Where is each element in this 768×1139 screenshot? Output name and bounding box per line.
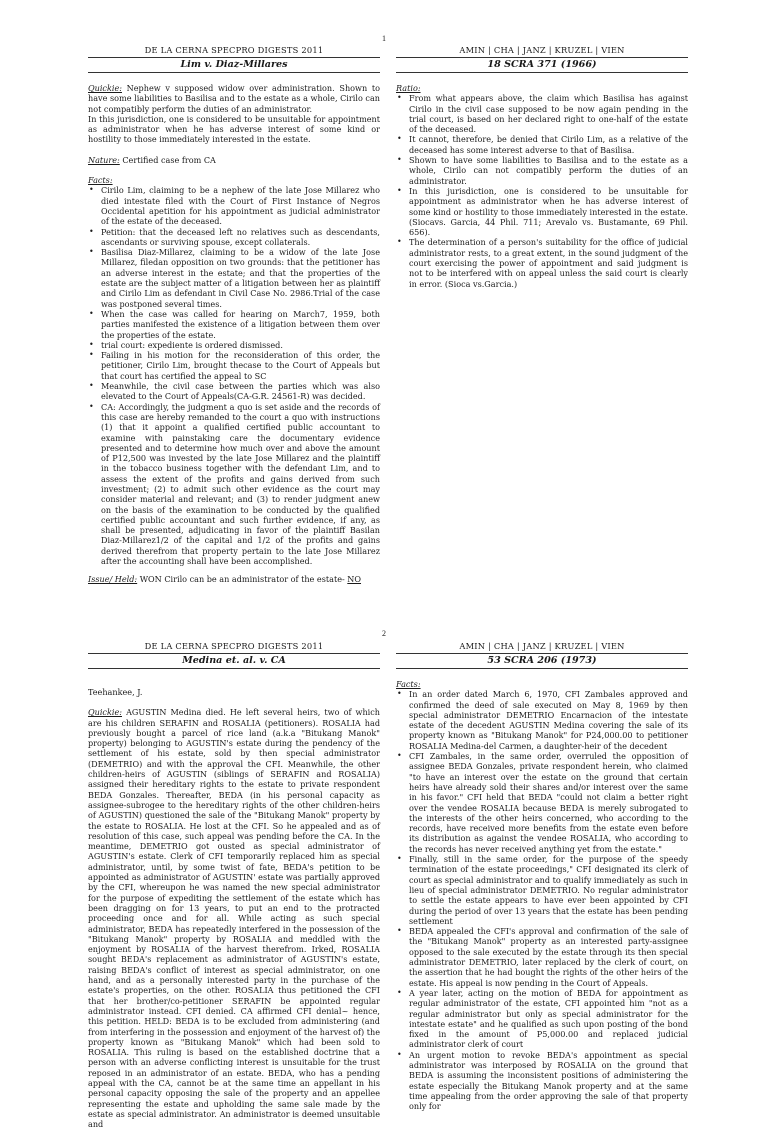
list-item: • When the case was called for hearing on March7, 1959, both parties manifested the existence of a litigation between them over the properties of the estate. [101,309,380,340]
authors-header: AMIN | CHA | JANZ | KRUZEL | VIEN [459,45,625,55]
issue-text: WON Cirilo can be an administrator of the estate- [137,574,348,585]
list-item: • The determination of a person's suitability for the office of judicial administrator rests, to a great extent, in the sound judgment of the court exercising the power of appointment and said judgment is not to be interfered with on appeal unless the said court is clearly in error. (Sioca vs.Garcia.) [409,237,688,288]
page-number: 1 [382,34,386,43]
quickie-text: Nephew v supposed widow over administration. Shown to have some liabilities to Basilisa and to the estate as a whole, Cirilo can not compatibly perform the duties of an administrator. [88,83,380,114]
digest-header: DE LA CERNA SPECPRO DIGESTS 2011 [144,45,324,55]
facts-label: Facts: [396,679,421,689]
list-item: • Meanwhile, the civil case between the parties which was also elevated to the Court of Appeals(CA-G.R. 24561-R) was decided. [101,381,380,402]
quickie-label: Quickie: [88,83,122,93]
list-item: • An urgent motion to revoke BEDA's appointment as special administrator was interposed by ROSALIA on the ground that BEDA is assuming the inconsistent positions of administering the estate especially the Bitukang Manok property and at the same time appealing from the order approving the sale of that property only for [409,1050,688,1112]
ratio-list [396,93,688,289]
list-item: • trial court: expediente is ordered dismissed. [101,340,380,350]
authors-header: AMIN | CHA | JANZ | KRUZEL | VIEN [459,641,625,651]
list-item: • It cannot, therefore, be denied that Cirilo Lim, as a relative of the deceased has some interest adverse to that of Basilisa. [409,134,688,155]
page-number: 2 [382,629,386,638]
facts-label: Facts: [88,175,113,186]
case-citation: 18 SCRA 371 (1966) [396,57,688,73]
quickie-label: Quickie: [88,707,122,718]
list-item: • A year later, acting on the motion of BEDA for appointment as regular administrator of the estate, CFI appointed him "not as a regular administrator but only as special administrator for the intestate estate" and he qualified as such upon posting of the bond fixed in the amount of P5,000.00 and replaced judicial administrator clerk of court [409,988,688,1050]
page-2-right-column [396,640,688,1119]
issue-answer: NO [347,574,362,585]
list-item: • In this jurisdiction, one is considered to be unsuitable for appointment as administrator when he has adverse interest of some kind or hostility to those immediately interested in the estate. (Siocavs. Garcia, 44 Phil. 711; Arevalo vs. Bustamante, 69 Phil. 656). [409,186,688,237]
list-item: • Basilisa Diaz-Millarez, claiming to be a widow of the late Jose Millarez, filedan opposition on two grounds: that the petitioner has an adverse interest in the estate; and that the properties of the estate are the subject matter of a litigation between her as plaintiff and Cirilo Lim as defendant in Civil Case No. 2986.Trial of the case was postponed several times. [101,247,380,309]
case-title: Medina et. al. v. CA [88,653,380,669]
issue-paragraph [88,574,380,584]
quickie-text: AGUSTIN Medina died. He left several heirs, two of which are his children SERAFIN and ROSALIA (petitioners). ROSALIA had previously bought a parcel of rice land (a.k.a "Bitukang Manok" property) belonging to AGUSTIN's estate during the pendency of the settlement of his estate, sold by then special administrator (DEMETRIO) and with the approval the CFI. Meanwhile, the other children-heirs of AGUSTIN (siblings of SERAFIN and ROSALIA) assigned their hereditary rights to the estate to private respondent BEDA Gonzales. Thereafter, BEDA (in his personal capacity as assignee-subrogee to the hereditary rights of the other children-heirs of AGUSTIN) questioned the sale of the "Bitukang Manok" property by the estate to ROSALIA. He lost at the CFI. So he appealed and as of resolution of this case, such appeal was pending before the CA. In the meantime, DEMETRIO got ousted as special administrator of AGUSTIN's estate. Clerk of CFI temporarily replaced him as special administrator, until, by some twist of fate, BEDA's petition to be appointed as administrator of AGUSTIN' estate was partially approved by the CFI, whereupon he was named the new special administrator for the purpose of expediting the settlement of the estate which has been dragging on for 13 years, to put an end to the protracted proceeding once and for all. While acting as such special administrator, BEDA has repeatedly interfered in the possession of the "Bitukang Manok" property by ROSALIA and meddled with the enjoyment by ROSALIA of the harvest therefrom. Irked, ROSALIA sought BEDA's replacement as administrator of AGUSTIN's estate, raising BEDA's conflict of interest as special administrator, on one hand, and as a personally interested party in the purchase of the estate's properties, on the other. ROSALIA thus petitioned the CFI that her brother/co-petitioner SERAFIN be appointed regular administrator instead. CFI denied. CA affirmed CFI denial~ hence, this petition. HELD: BEDA is to be excluded from administering (and from interfering in the possession and enjoyment of the harvest of) the property known as "Bitukang Manok" which had been sold to ROSALIA. This ruling is based on the established doctrine that a person with an adverse conflicting interest is unsuitable for the trust reposed in an administrator of an estate. BEDA, who has a pending appeal with the CA, cannot be at the same time an appellant in his personal capacity opposing the sale of the property and an appellee representing the estate and upholding the same sale made by the estate as special administrator. An administrator is deemed unsuitable and [88,707,380,1130]
list-item: • Petition: that the deceased left no relatives such as descendants, ascendants or surviving spouse, except collaterals. [101,227,380,248]
quickie-paragraph [88,707,380,1129]
case-title: Lim v. Diaz-Millares [88,57,380,73]
list-item: • Failing in his motion for the reconsideration of this order, the petitioner, Cirilo Lim, brought thecase to the Court of Appeals but that court has certified the appeal to SC [101,350,380,381]
list-item: • CA: Accordingly, the judgment a quo is set aside and the records of this case are hereby remanded to the court a quo with instructions (1) that it appoint a qualified certified public accountant to examine with painstaking care the documentary evidence presented and to determine how much over and above the amount of P12,500 was invested by the late Jose Millarez and the plaintiff in the tobacco business together with the defendant Lim, and to assess the extent of the profits and gains derived from such investment; (2) to admit such other evidence as the court may consider material and relevant; and (3) to render judgment anew on the basis of the examination to be conducted by the qualified certified public accountant and such further evidence, if any, as shall be presented, adjudicating in favor of the plaintiff Basilan Diaz-Millarez1/2 of the capital and 1/2 of the profits and gains derived therefrom that property pertain to the late Jose Millarez after the accounting shall have been accomplished. [101,402,380,567]
quickie-paragraph [88,83,380,145]
page-1-left-column [88,44,380,595]
quickie-text-2: In this jurisdiction, one is considered to be unsuitable for appointment as administrator when he has adverse interest of some kind or hostility to those immediately interested in the estate. [88,113,380,145]
list-item: • CFI Zambales, in the same order, overruled the opposition of assignee BEDA Gonzales, private respondent herein, who claimed "to have an interest over the estate on the ground that certain heirs have already sold their shares and/or interest over the same in his favor." CFI held that BEDA "could not claim a better right over the vendee ROSALIA because BEDA is merely subrogated to the interests of the other heirs concerned, who according to the records, have received more benefits from the estate even before its distribution as against the vendee ROSALIA, who according to the records has never received anything yet from the estate." [409,751,688,854]
list-item: • BEDA appealed the CFI's approval and confirmation of the sale of the "Bitukang Manok" property as an interested party-assignee opposed to the sale executed by the estate through its then special administrator DEMETRIO, later replaced by the clerk of court, on the assertion that he had bought the rights of the other heirs of the estate. His appeal is now pending in the Court of Appeals. [409,926,688,988]
nature-paragraph [88,155,380,165]
facts-list [88,185,380,566]
page-2-left-column [88,640,380,1139]
case-citation: 53 SCRA 206 (1973) [396,653,688,669]
ratio-label: Ratio: [396,83,421,93]
facts-list [396,689,688,1111]
author-line: Teehankee, J. [88,687,143,697]
digest-header: DE LA CERNA SPECPRO DIGESTS 2011 [144,641,324,651]
list-item: • Cirilo Lim, claiming to be a nephew of the late Jose Millarez who died intestate filed with the Court of First Instance of Negros Occidental apetition for his appointment as judicial administrator of the estate of the deceased. [101,185,380,226]
issue-label: Issue/ Held: [88,574,138,585]
nature-text: Certified case from CA [119,154,216,165]
list-item: • In an order dated March 6, 1970, CFI Zambales approved and confirmed the deed of sale executed on May 8, 1969 by then special administrator DEMETRIO Encarnacion of the intestate estate of the decedent AGUSTIN Medina covering the sale of its property known as "Bitukang Manok" for P24,000.00 to petitioner ROSALIA Medina-del Carmen, a daughter-heir of the decedent [409,689,688,751]
nature-label: Nature: [88,154,120,165]
list-item: • From what appears above, the claim which Basilisa has against Cirilo in the civil case supposed to be now again pending in the trial court, is based on her declared right to one-half of the estate of the deceased. [409,93,688,134]
list-item: • Shown to have some liabilities to Basilisa and to the estate as a whole, Cirilo can not compatibly perform the duties of an administrator. [409,155,688,186]
list-item: • Finally, still in the same order, for the purpose of the speedy termination of the estate proceedings," CFI designated its clerk of court as special administrator and to qualify immediately as such in lieu of special administrator DEMETRIO. No regular administrator to settle the estate appears to have ever been appointed by CFI during the period of over 13 years that the estate has been pending settlement [409,854,688,926]
page-1-right-column [396,44,688,297]
